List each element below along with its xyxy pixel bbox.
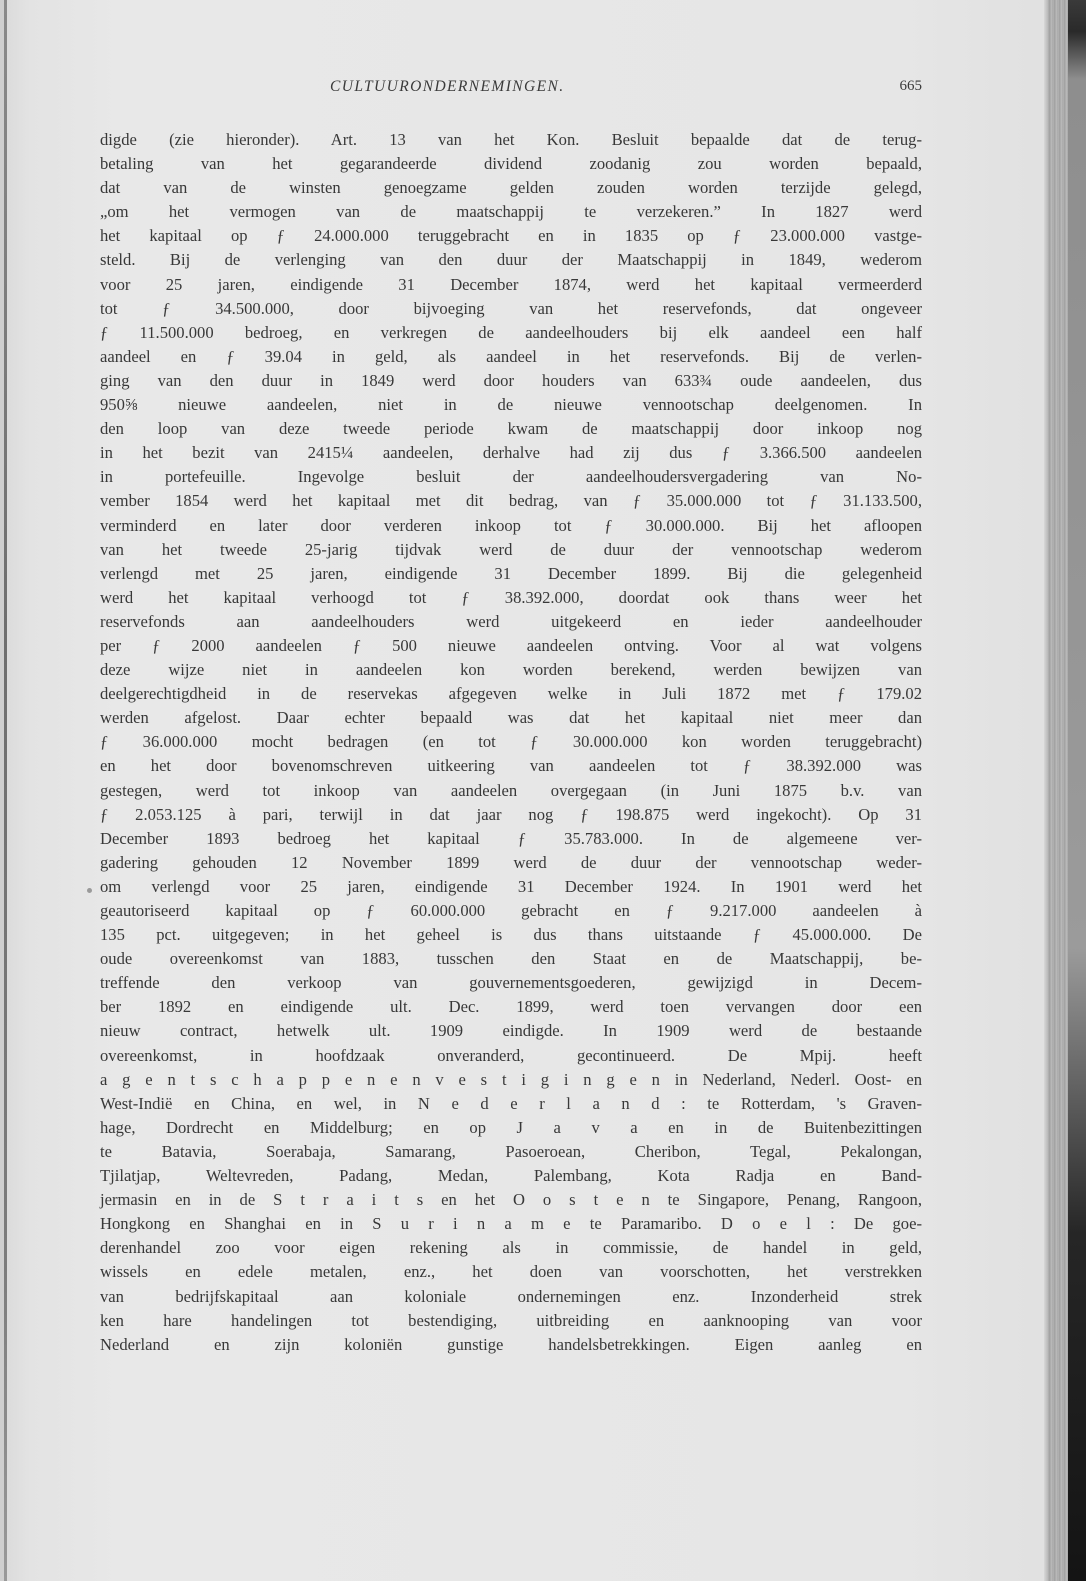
gutter-line: [4, 0, 7, 1581]
text-line: ken hare handelingen tot bestendiging, uitbreiding en aanknooping van voor: [100, 1310, 922, 1330]
text-line: jermasin en in de S t r a i t s en het O o s t e n te Singapore, Penang, Rangoon,: [100, 1190, 922, 1210]
text-line: oude overeenkomst van 1883, tusschen den Staat en de Maatschappij, be-: [100, 949, 922, 969]
text-line: en het door bovenomschreven uitkeering van aandeelen tot ƒ 38.392.000 was: [100, 756, 922, 776]
text-line: in het bezit van 2415¼ aandeelen, derhalve had zij dus ƒ 3.366.500 aandeelen: [100, 443, 922, 463]
text-line: Hongkong en Shanghai en in S u r i n a m e te Paramaribo. D o e l : De goe-: [100, 1214, 922, 1234]
text-line: tot ƒ 34.500.000, door bijvoeging van het reservefonds, dat ongeveer: [100, 298, 922, 318]
text-line: wissels en edele metalen, enz., het doen van voorschotten, het verstrekken: [100, 1262, 922, 1282]
text-line: om verlengd voor 25 jaren, eindigende 31 December 1924. In 1901 werd het: [100, 876, 922, 896]
text-line: ƒ 36.000.000 mocht bedragen (en tot ƒ 30.000.000 kon worden teruggebracht): [100, 732, 922, 752]
running-head: CULTUURONDERNEMINGEN.: [330, 78, 565, 95]
text-line: reservefonds aan aandeelhouders werd uitgekeerd en ieder aandeelhouder: [100, 611, 922, 631]
text-line: ƒ 11.500.000 bedroeg, en verkregen de aandeelhouders bij elk aandeel een half: [100, 322, 922, 342]
text-line: digde (zie hieronder). Art. 13 van het Kon. Besluit bepaalde dat de terug-: [100, 130, 922, 149]
text-line: treffende den verkoop van gouvernementsgoederen, gewijzigd in Decem-: [100, 973, 922, 993]
text-line: ging van den duur in 1849 werd door houders van 633¾ oude aandeelen, dus: [100, 370, 922, 390]
text-line: vember 1854 werd het kapitaal met dit bedrag, van ƒ 35.000.000 tot ƒ 31.133.500,: [100, 491, 922, 511]
text-line: gestegen, werd tot inkoop van aandeelen overgegaan (in Juni 1875 b.v. van: [100, 780, 922, 800]
text-line: Tjilatjap, Weltevreden, Padang, Medan, Palembang, Kota Radja en Band-: [100, 1166, 922, 1186]
text-line: „om het vermogen van de maatschappij te verzekeren.” In 1827 werd: [100, 202, 922, 222]
body-text: [100, 128, 922, 1381]
text-line: Nederland en zijn koloniën gunstige handelsbetrekkingen. Eigen aanleg en: [100, 1334, 922, 1354]
text-line: deze wijze niet in aandeelen kon worden berekend, werden bewijzen van: [100, 660, 922, 680]
text-line: aandeel en ƒ 39.04 in geld, als aandeel in het reservefonds. Bij de verlen-: [100, 346, 922, 366]
text-line: in portefeuille. Ingevolge besluit der aandeelhoudersvergadering van No-: [100, 467, 922, 487]
page-header: [100, 78, 922, 100]
margin-mark: [87, 888, 92, 893]
text-line: 135 pct. uitgegeven; in het geheel is dus thans uitstaande ƒ 45.000.000. De: [100, 925, 922, 945]
text-line: te Batavia, Soerabaja, Samarang, Pasoeroean, Cheribon, Tegal, Pekalongan,: [100, 1141, 922, 1161]
text-line: ber 1892 en eindigende ult. Dec. 1899, werd toen vervangen door een: [100, 997, 922, 1017]
text-line: West-Indië en China, en wel, in N e d e r l a n d : te Rotterdam, 's Graven-: [100, 1093, 922, 1113]
text-line: verminderd en later door verderen inkoop tot ƒ 30.000.000. Bij het afloopen: [100, 515, 922, 535]
text-line: betaling van het gegarandeerde dividend zoodanig zou worden bepaald,: [100, 154, 922, 174]
text-line: dat van de winsten genoegzame gelden zouden worden terzijde gelegd,: [100, 178, 922, 198]
text-line: geautoriseerd kapitaal op ƒ 60.000.000 gebracht en ƒ 9.217.000 aandeelen à: [100, 901, 922, 920]
text-line: voor 25 jaren, eindigende 31 December 1874, werd het kapitaal vermeerderd: [100, 274, 922, 294]
text-line: per ƒ 2000 aandeelen ƒ 500 nieuwe aandeelen ontving. Voor al wat volgens: [100, 635, 922, 655]
text-line: deelgerechtigdheid in de reservekas afgegeven welke in Juli 1872 met ƒ 179.02: [100, 684, 922, 704]
text-line: a g e n t s c h a p p e n e n v e s t i g i n g e n in Nederland, Nederl. Oost- en: [100, 1069, 922, 1089]
text-line: gadering gehouden 12 November 1899 werd de duur der vennootschap weder-: [100, 852, 922, 872]
text-line: [100, 1357, 922, 1381]
book-binding: [1068, 0, 1086, 1581]
text-line: van bedrijfskapitaal aan koloniale ondernemingen enz. Inzonderheid strek: [100, 1286, 922, 1306]
text-line: nieuw contract, hetwelk ult. 1909 eindigde. In 1909 werd de bestaande: [100, 1021, 922, 1041]
text-line: van het tweede 25-jarig tijdvak werd de duur der vennootschap wederom: [100, 539, 922, 559]
text-line: werden afgelost. Daar echter bepaald was dat het kapitaal niet meer dan: [100, 708, 922, 728]
text-line: den loop van deze tweede periode kwam de maatschappij door inkoop nog: [100, 419, 922, 439]
text-line: werd het kapitaal verhoogd tot ƒ 38.392.000, doordat ook thans weer het: [100, 587, 922, 607]
text-line: 950⅝ nieuwe aandeelen, niet in de nieuwe vennootschap deelgenomen. In: [100, 395, 922, 415]
text-line: overeenkomst, in hoofdzaak onveranderd, gecontinueerd. De Mpij. heeft: [100, 1045, 922, 1065]
text-line: December 1893 bedroeg het kapitaal ƒ 35.783.000. In de algemeene ver-: [100, 828, 922, 848]
text-line: hage, Dordrecht en Middelburg; en op J a v a en in de Buitenbezittingen: [100, 1117, 922, 1137]
text-line: het kapitaal op ƒ 24.000.000 teruggebracht en in 1835 op ƒ 23.000.000 vastge-: [100, 226, 922, 246]
text-line: ƒ 2.053.125 à pari, terwijl in dat jaar nog ƒ 198.875 werd ingekocht). Op 31: [100, 804, 922, 824]
text-line: steld. Bij de verlenging van den duur der Maatschappij in 1849, wederom: [100, 250, 922, 270]
page-number: 665: [899, 78, 922, 94]
text-line: derenhandel zoo voor eigen rekening als in commissie, de handel in geld,: [100, 1238, 922, 1258]
text-line: verlengd met 25 jaren, eindigende 31 December 1899. Bij die gelegenheid: [100, 563, 922, 583]
